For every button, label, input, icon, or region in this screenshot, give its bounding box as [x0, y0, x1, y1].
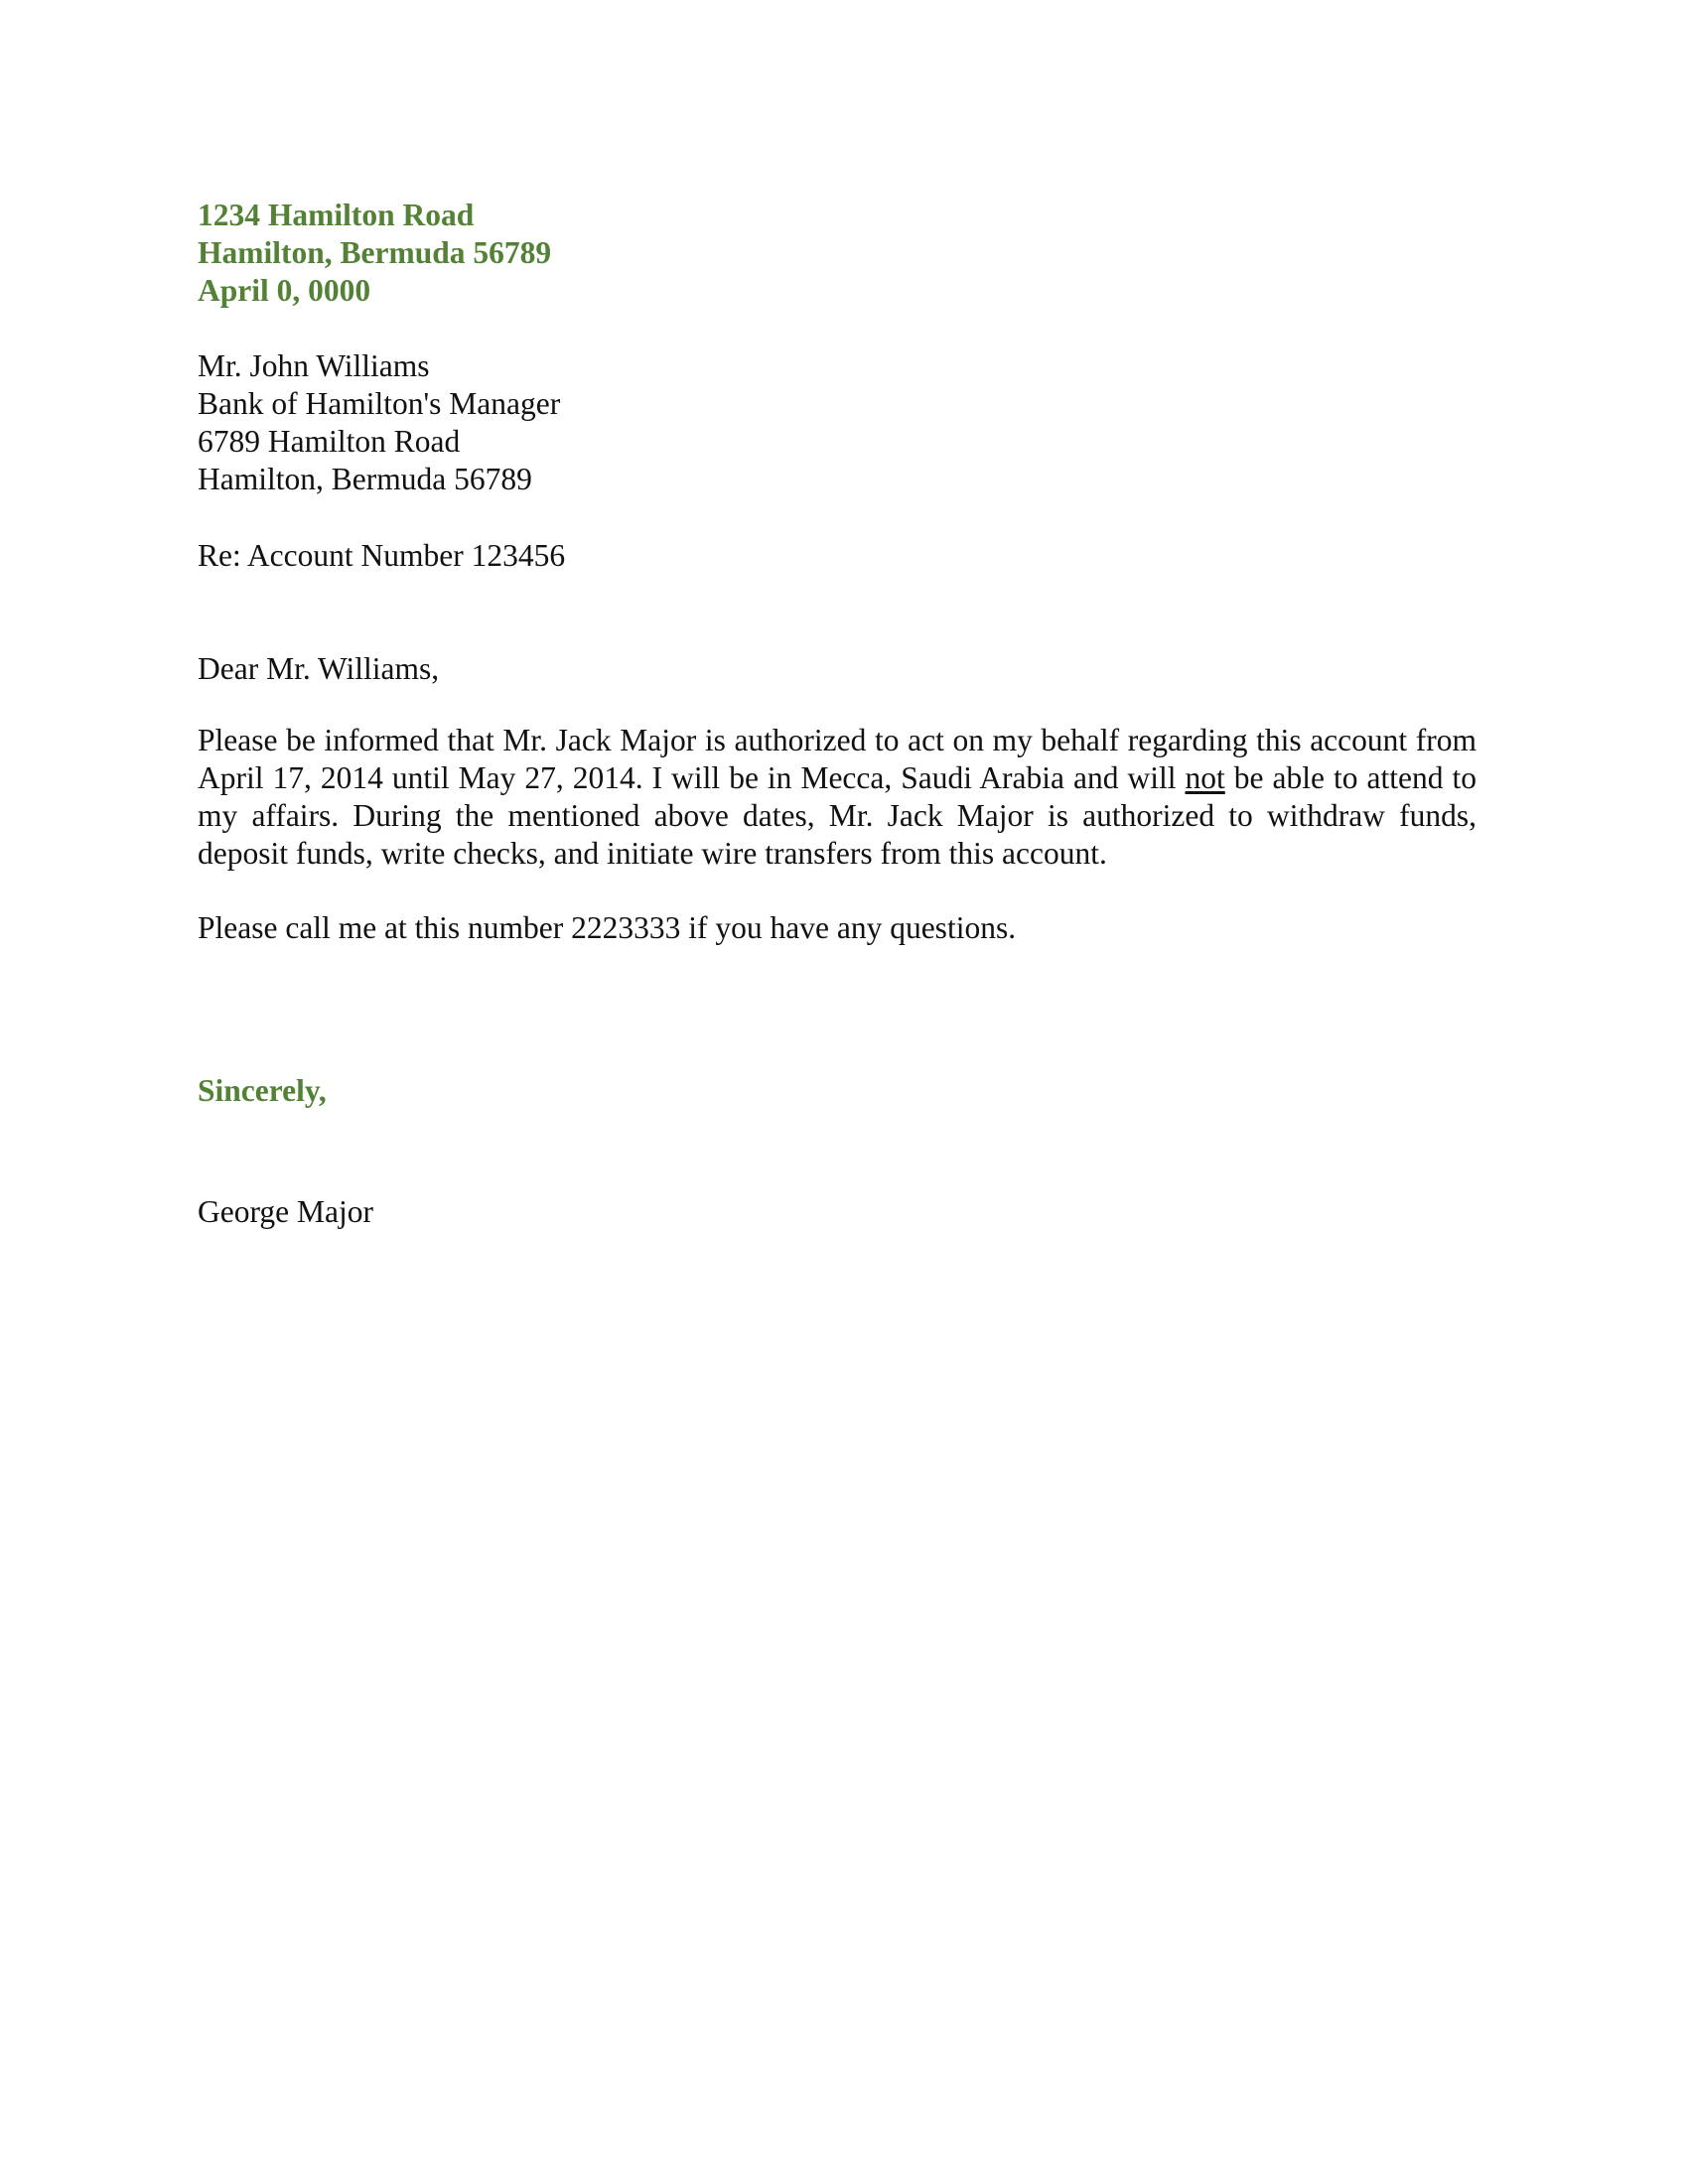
body-paragraph-2 — [198, 909, 1016, 947]
body-paragraph-1 — [198, 722, 1477, 873]
subject-text: Re: Account Number 123456 — [198, 538, 566, 573]
closing — [198, 1072, 327, 1110]
sender-address-line1: 1234 Hamilton Road — [198, 198, 475, 232]
paragraph2-text: Please call me at this number 2223333 if you have any questions. — [198, 910, 1017, 945]
recipient-address-line2: Hamilton, Bermuda 56789 — [198, 462, 532, 496]
closing-text: Sincerely, — [198, 1073, 327, 1108]
letter-date: April 0, 0000 — [198, 273, 371, 308]
subject-line — [198, 537, 565, 575]
salutation-text: Dear Mr. Williams, — [198, 651, 440, 686]
emphasis-not: not — [1185, 760, 1225, 795]
salutation — [198, 650, 439, 688]
sender-block — [198, 197, 551, 310]
paragraph1-text-start: Please be informed that Mr. Jack Major is authorized to act on my behalf regarding this account from April 17, 2014 until May 27, 2014. I will be in Mecca, Saudi Arabia and will — [198, 723, 1477, 795]
paragraph1-text-end: be able to attend to my affairs. During the mentioned above dates, Mr. Jack Major is authorized to withdraw funds, deposit funds, write checks, and initiate wire transfers from this account. — [198, 760, 1477, 871]
recipient-address-line1: 6789 Hamilton Road — [198, 424, 461, 459]
recipient-block — [198, 347, 560, 498]
recipient-title: Bank of Hamilton's Manager — [198, 386, 561, 421]
sender-address-line2: Hamilton, Bermuda 56789 — [198, 235, 552, 270]
recipient-name: Mr. John Williams — [198, 348, 430, 383]
signature-name: George Major — [198, 1194, 373, 1229]
signature — [198, 1193, 373, 1231]
